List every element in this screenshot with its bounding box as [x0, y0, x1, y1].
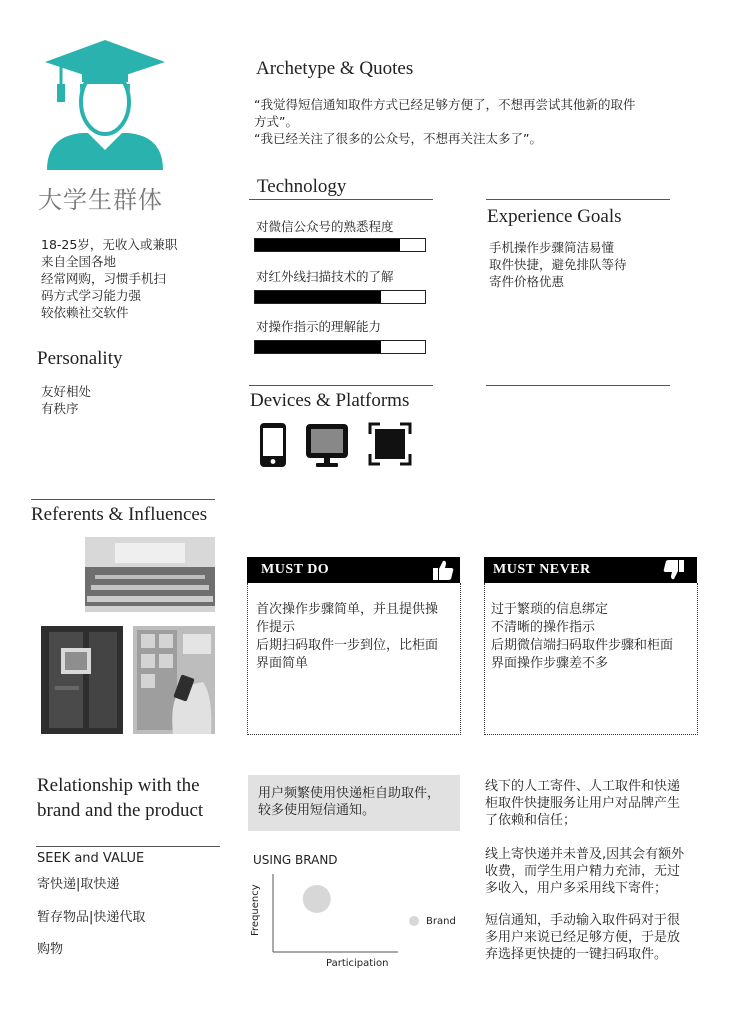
technology-bar-fill	[255, 341, 381, 353]
quotes-text	[254, 96, 694, 147]
group-name: 大学生群体	[38, 186, 163, 214]
divider	[249, 385, 433, 386]
must-never-line: 不清晰的操作指示	[491, 620, 596, 635]
summary-line: 较多使用短信通知。	[258, 803, 376, 818]
demographic-line: 经常网购，习惯手机扫	[41, 271, 167, 286]
thumbs-up-icon	[432, 559, 454, 581]
technology-bar-fill	[255, 291, 381, 303]
technology-bar	[254, 238, 426, 252]
experience-goal: 取件快捷，避免排队等待	[489, 257, 627, 272]
divider	[36, 846, 220, 847]
divider	[486, 199, 670, 200]
legend-marker	[409, 916, 419, 926]
must-do-line: 界面简单	[256, 656, 309, 671]
using-brand-title: USING BRAND	[253, 853, 338, 867]
referents-title: Referents & Influences	[31, 504, 208, 525]
experience-goal: 手机操作步骤简洁易懂	[489, 240, 615, 255]
technology-bar-fill	[255, 239, 400, 251]
notes-line: 短信通知，手动输入取件码对于很	[485, 913, 681, 928]
demographic-line: 来自全国各地	[41, 254, 117, 269]
plot-y-label: Frequency	[250, 884, 261, 936]
relationship-title	[37, 773, 203, 823]
divider	[249, 199, 433, 200]
notes-line: 弃选择更快捷的一键扫码取件。	[485, 947, 668, 962]
must-never-line: 后期微信端扫码取件步骤和柜面	[491, 638, 674, 653]
personality-trait: 友好相处	[41, 384, 92, 399]
technology-label: 对红外线扫描技术的了解	[256, 269, 394, 284]
brand-data-point	[303, 885, 331, 913]
demographics	[41, 236, 177, 321]
demographic-line: 码方式学习能力强	[41, 288, 142, 303]
quote-line: “我已经关注了很多的公众号，不想再关注太多了”。	[254, 131, 542, 146]
notes-paragraph-1	[485, 778, 680, 829]
locker-kiosk-photo	[41, 626, 123, 734]
must-never-line: 过于繁琐的信息绑定	[491, 602, 609, 617]
seek-item: 暂存物品|快递代取	[37, 910, 146, 925]
experience-goals-title: Experience Goals	[487, 206, 622, 227]
notes-line: 多收入，用户多采用线下寄件；	[485, 881, 668, 896]
must-do-text	[256, 601, 438, 673]
phone-scan-photo	[133, 626, 215, 734]
seek-value-title: SEEK and VALUE	[37, 851, 145, 866]
experience-goals-list	[489, 239, 627, 290]
technology-label: 对操作指示的理解能力	[256, 319, 382, 334]
demographic-line: 较依赖社交软件	[41, 305, 129, 320]
divider	[486, 385, 670, 386]
experience-goal: 寄件价格优惠	[489, 274, 565, 289]
notes-line: 了依赖和信任；	[485, 813, 577, 828]
must-do-body	[247, 583, 461, 735]
relationship-title-line: Relationship with the	[37, 775, 200, 796]
personality-title: Personality	[37, 348, 123, 369]
notes-paragraph-3	[485, 912, 680, 963]
must-do-line: 后期扫码取件一步到位，比柜面	[256, 638, 439, 653]
mobile-phone-icon	[259, 422, 287, 468]
notes-line: 线下的人工寄件、人工取件和快递	[485, 779, 681, 794]
must-do-line: 作提示	[256, 620, 296, 635]
notes-line: 收费，而学生用户精力充沛，无过	[485, 864, 681, 879]
qr-scan-icon	[368, 422, 412, 466]
relationship-summary-box	[248, 775, 460, 831]
notes-paragraph-2	[485, 846, 684, 897]
seek-item: 寄快递|取快递	[37, 877, 120, 892]
seek-item: 购物	[37, 942, 64, 957]
notes-line: 多用户来说已经足够方便，于是放	[485, 930, 681, 945]
classroom-photo	[85, 537, 215, 612]
quote-line: 方式”。	[254, 114, 298, 129]
must-never-title: MUST NEVER	[493, 562, 591, 577]
devices-title: Devices & Platforms	[250, 390, 410, 411]
technology-bar	[254, 340, 426, 354]
must-never-line: 界面操作步骤差不多	[491, 656, 609, 671]
notes-line: 线上寄快递并未普及,因其会有额外	[485, 847, 685, 862]
summary-line: 用户频繁使用快递柜自助取件，	[258, 786, 441, 801]
technology-label: 对微信公众号的熟悉程度	[256, 219, 394, 234]
personality-trait: 有秩序	[41, 401, 79, 416]
thumbs-down-icon	[663, 559, 685, 581]
relationship-title-line: brand and the product	[37, 800, 204, 821]
must-never-header	[484, 557, 697, 583]
must-never-text	[491, 601, 673, 673]
must-never-body	[484, 583, 698, 735]
demographic-line: 18-25岁，无收入或兼职	[41, 237, 178, 252]
personality-traits	[41, 383, 91, 417]
technology-title: Technology	[257, 176, 347, 197]
relationship-summary	[258, 785, 440, 819]
plot-legend-label: Brand	[426, 916, 456, 927]
notes-line: 柜取件快捷服务让用户对品牌产生	[485, 796, 681, 811]
quote-line: “我觉得短信通知取件方式已经足够方便了，不想再尝试其他新的取件	[254, 97, 636, 112]
divider	[31, 499, 215, 500]
must-do-title: MUST DO	[261, 562, 330, 577]
quotes-title: Archetype & Quotes	[256, 58, 414, 79]
graduate-avatar-icon	[42, 38, 168, 172]
desktop-monitor-icon	[304, 422, 350, 468]
must-do-header	[247, 557, 460, 583]
plot-x-label: Participation	[326, 958, 389, 969]
technology-bar	[254, 290, 426, 304]
must-do-line: 首次操作步骤简单，并且提供操	[256, 602, 439, 617]
